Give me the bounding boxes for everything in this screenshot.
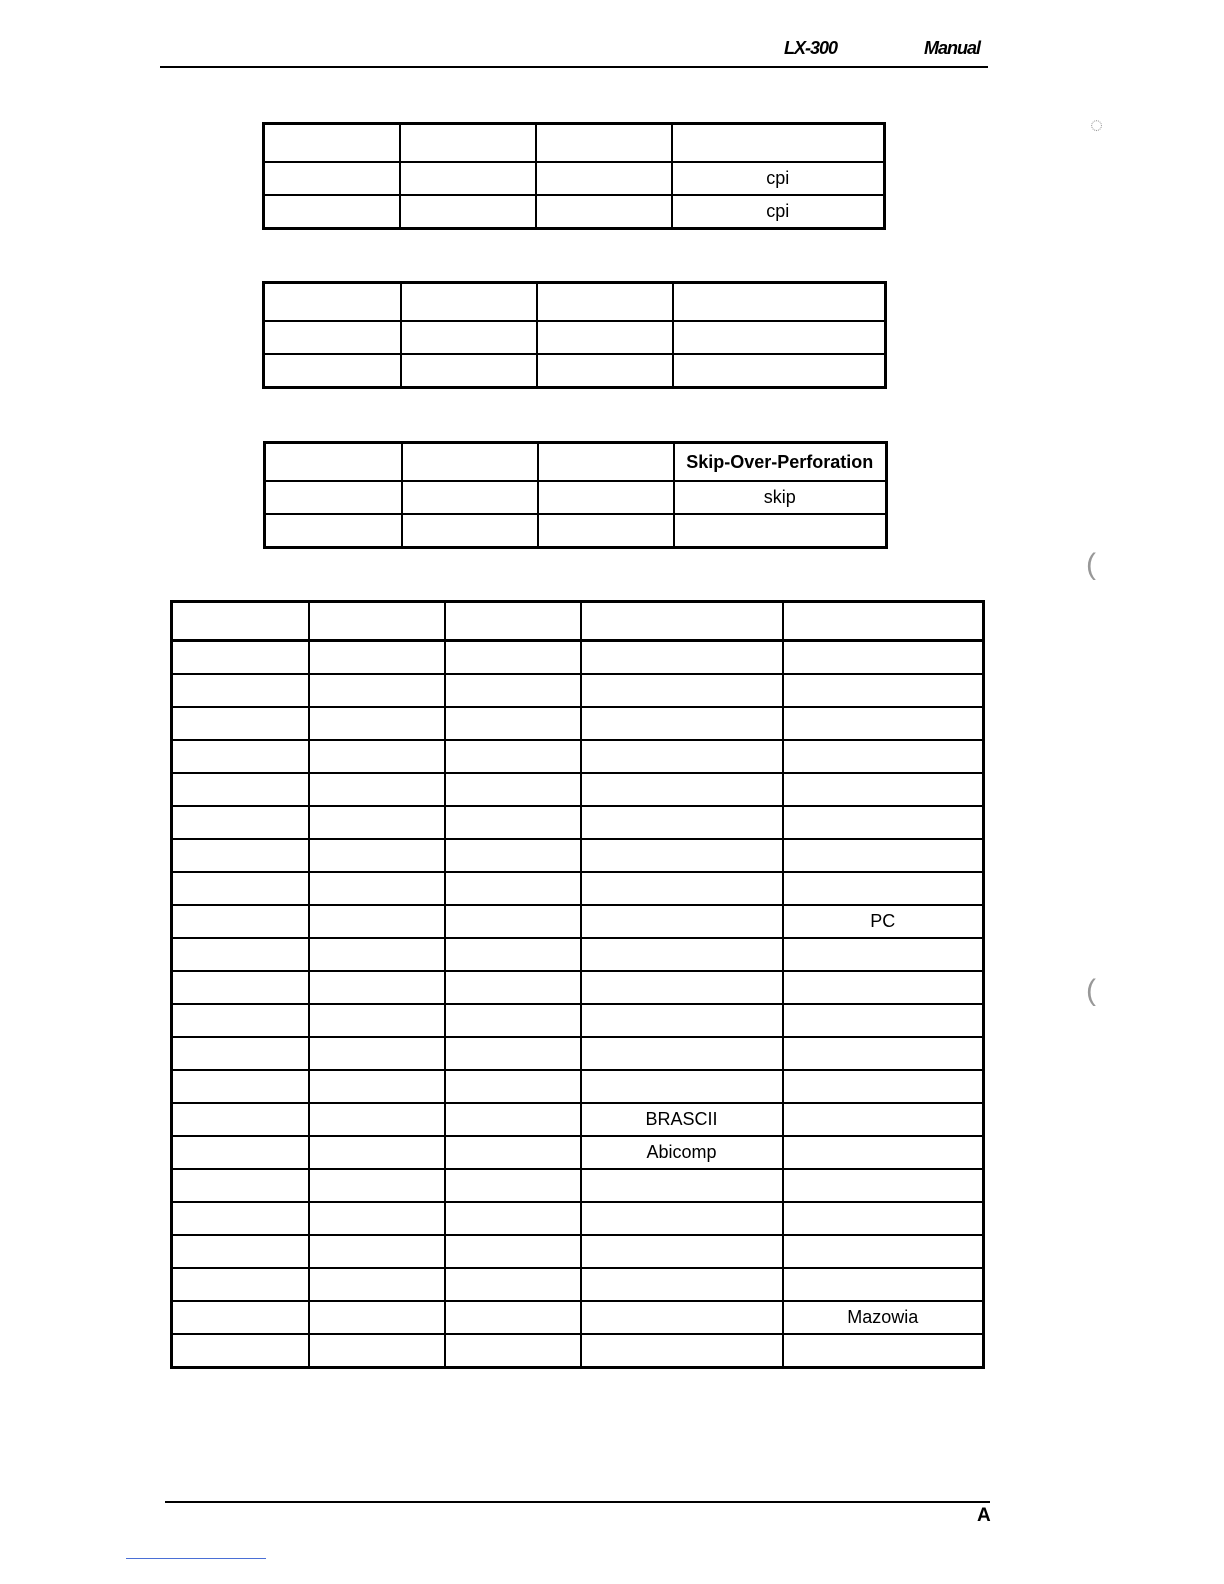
table-cell <box>445 773 581 806</box>
table-cell: Mazowia <box>783 1301 984 1334</box>
table-cell <box>309 602 445 641</box>
table-cell <box>783 872 984 905</box>
table-cell <box>538 443 674 482</box>
header-title: Manual <box>924 38 981 58</box>
table-cell <box>309 1169 445 1202</box>
table-row <box>172 839 984 872</box>
table-row <box>172 773 984 806</box>
table-cell <box>309 1268 445 1301</box>
table-cell <box>538 514 674 548</box>
table-cell <box>445 905 581 938</box>
table-cell <box>265 514 402 548</box>
table-cell <box>783 1103 984 1136</box>
table-cell <box>445 674 581 707</box>
table-cell <box>581 1301 783 1334</box>
table-cell: Skip-Over-Perforation <box>674 443 887 482</box>
table-cell <box>401 321 537 354</box>
table-row <box>172 1070 984 1103</box>
table-cell <box>309 839 445 872</box>
footer-rule <box>165 1501 990 1503</box>
table-cell <box>581 641 783 675</box>
table-1-body <box>264 124 885 229</box>
table-row <box>172 674 984 707</box>
table-row <box>172 905 984 938</box>
table-2-body <box>264 283 886 388</box>
table-cell <box>783 1202 984 1235</box>
table-cell <box>309 1037 445 1070</box>
table-cell <box>445 971 581 1004</box>
table-row <box>172 1169 984 1202</box>
scan-mark-3: ( <box>1086 974 1096 1007</box>
table-cell <box>172 971 309 1004</box>
table-cell <box>445 1070 581 1103</box>
table-cell <box>402 514 538 548</box>
table-cell <box>581 602 783 641</box>
table-cell <box>783 1136 984 1169</box>
footer-page-marker: A <box>977 1505 991 1526</box>
table-cell <box>581 1235 783 1268</box>
header-rule <box>160 66 988 68</box>
table-cell <box>783 1235 984 1268</box>
table-cell <box>445 1004 581 1037</box>
table-3-body <box>265 443 887 548</box>
table-row <box>172 1235 984 1268</box>
table-cell <box>783 806 984 839</box>
table-cell <box>172 674 309 707</box>
table-cell <box>581 740 783 773</box>
table-cell <box>172 1070 309 1103</box>
table-cell <box>581 1037 783 1070</box>
table-cell <box>445 707 581 740</box>
table-row <box>172 1202 984 1235</box>
table-cell <box>445 806 581 839</box>
table-cell <box>264 195 400 229</box>
table-cell <box>581 905 783 938</box>
table-cell: BRASCII <box>581 1103 783 1136</box>
table-cell <box>445 602 581 641</box>
table-cell <box>309 740 445 773</box>
table-cell: PC <box>783 905 984 938</box>
table-cell: Abicomp <box>581 1136 783 1169</box>
table-cell <box>172 1235 309 1268</box>
table-row <box>265 481 887 514</box>
table-cell <box>783 839 984 872</box>
table-row <box>265 443 887 482</box>
table-cell <box>172 1334 309 1368</box>
table-row <box>264 195 885 229</box>
table-row <box>172 707 984 740</box>
table-cell <box>581 839 783 872</box>
table-cell <box>783 740 984 773</box>
table-3 <box>263 441 888 549</box>
table-cell <box>309 1202 445 1235</box>
table-cell <box>309 1235 445 1268</box>
table-2 <box>262 281 887 389</box>
table-cell <box>309 1301 445 1334</box>
table-cell <box>172 905 309 938</box>
table-cell <box>172 773 309 806</box>
table-cell <box>172 839 309 872</box>
table-cell <box>581 1202 783 1235</box>
table-row <box>172 1334 984 1368</box>
table-row <box>172 1268 984 1301</box>
table-row <box>172 602 984 641</box>
table-cell <box>581 1268 783 1301</box>
table-cell <box>445 1235 581 1268</box>
table-cell <box>309 1103 445 1136</box>
table-row <box>172 938 984 971</box>
table-row <box>264 162 885 195</box>
table-cell <box>581 938 783 971</box>
table-cell <box>537 354 673 388</box>
table-cell <box>581 1004 783 1037</box>
table-cell <box>172 1004 309 1037</box>
table-cell <box>783 1070 984 1103</box>
table-cell: skip <box>674 481 887 514</box>
table-cell <box>581 674 783 707</box>
table-cell <box>783 938 984 971</box>
table-cell <box>172 872 309 905</box>
table-cell <box>783 641 984 675</box>
table-cell <box>309 938 445 971</box>
table-cell <box>783 1169 984 1202</box>
table-row <box>172 740 984 773</box>
table-cell <box>673 354 886 388</box>
table-cell <box>445 1037 581 1070</box>
table-cell <box>309 1004 445 1037</box>
table-cell <box>264 321 401 354</box>
table-cell <box>445 1169 581 1202</box>
table-cell <box>264 124 400 163</box>
table-cell <box>309 806 445 839</box>
table-cell <box>783 1037 984 1070</box>
table-cell <box>445 1202 581 1235</box>
table-cell <box>172 1169 309 1202</box>
table-cell <box>309 872 445 905</box>
table-cell <box>265 443 402 482</box>
table-row <box>172 806 984 839</box>
table-cell <box>783 674 984 707</box>
table-cell <box>309 905 445 938</box>
table-cell <box>783 1334 984 1368</box>
table-cell <box>783 602 984 641</box>
table-cell <box>783 971 984 1004</box>
table-cell <box>445 839 581 872</box>
table-cell <box>445 641 581 675</box>
table-row <box>264 321 886 354</box>
table-cell <box>537 321 673 354</box>
table-cell <box>264 283 401 322</box>
table-cell <box>309 707 445 740</box>
table-cell <box>172 1103 309 1136</box>
table-cell <box>536 162 672 195</box>
table-1 <box>262 122 886 230</box>
table-cell <box>401 354 537 388</box>
table-cell <box>581 1334 783 1368</box>
table-cell <box>445 1103 581 1136</box>
table-row <box>172 1103 984 1136</box>
table-cell <box>783 773 984 806</box>
scan-mark-2: ( <box>1086 548 1096 581</box>
table-cell <box>581 1169 783 1202</box>
table-cell <box>445 938 581 971</box>
table-cell <box>445 872 581 905</box>
table-cell <box>309 773 445 806</box>
table-cell <box>309 971 445 1004</box>
header-model: LX-300 <box>784 38 838 58</box>
table-cell <box>783 1268 984 1301</box>
table-row <box>265 514 887 548</box>
table-cell <box>581 773 783 806</box>
table-cell <box>265 481 402 514</box>
table-cell <box>172 1301 309 1334</box>
table-cell <box>309 1136 445 1169</box>
table-cell <box>402 481 538 514</box>
table-cell <box>783 1004 984 1037</box>
table-row <box>172 1136 984 1169</box>
table-cell <box>172 740 309 773</box>
table-cell <box>309 1334 445 1368</box>
table-cell <box>581 872 783 905</box>
table-row <box>172 1037 984 1070</box>
scan-mark-1: ◌ <box>1090 112 1104 137</box>
table-cell <box>445 1334 581 1368</box>
table-cell <box>309 641 445 675</box>
table-row <box>172 1004 984 1037</box>
table-cell <box>581 971 783 1004</box>
table-cell <box>445 1268 581 1301</box>
table-cell <box>445 740 581 773</box>
table-cell <box>402 443 538 482</box>
table-cell <box>537 283 673 322</box>
table-row <box>172 872 984 905</box>
table-row <box>172 971 984 1004</box>
table-cell <box>538 481 674 514</box>
table-cell: cpi <box>672 162 885 195</box>
table-4 <box>170 600 985 1369</box>
table-cell <box>445 1301 581 1334</box>
table-cell <box>172 1136 309 1169</box>
bottom-link-underline <box>126 1558 266 1559</box>
table-cell <box>674 514 887 548</box>
table-cell <box>400 195 536 229</box>
table-cell <box>172 806 309 839</box>
table-cell <box>172 1268 309 1301</box>
table-cell <box>172 707 309 740</box>
table-cell <box>672 124 885 163</box>
table-4-body <box>172 602 984 1368</box>
table-cell <box>309 674 445 707</box>
table-cell <box>400 162 536 195</box>
table-cell <box>264 354 401 388</box>
table-cell <box>172 1202 309 1235</box>
table-cell <box>536 124 672 163</box>
table-cell <box>401 283 537 322</box>
table-cell <box>264 162 400 195</box>
table-cell <box>400 124 536 163</box>
table-cell <box>172 641 309 675</box>
table-cell <box>445 1136 581 1169</box>
table-cell <box>536 195 672 229</box>
table-cell <box>309 1070 445 1103</box>
table-row <box>264 354 886 388</box>
table-cell <box>581 707 783 740</box>
table-cell <box>172 602 309 641</box>
table-cell: cpi <box>672 195 885 229</box>
table-cell <box>172 1037 309 1070</box>
table-cell <box>783 707 984 740</box>
table-row <box>172 1301 984 1334</box>
table-cell <box>581 806 783 839</box>
table-cell <box>172 938 309 971</box>
table-cell <box>673 283 886 322</box>
table-row <box>264 283 886 322</box>
table-row <box>172 641 984 675</box>
table-cell <box>581 1070 783 1103</box>
table-cell <box>673 321 886 354</box>
table-row <box>264 124 885 163</box>
